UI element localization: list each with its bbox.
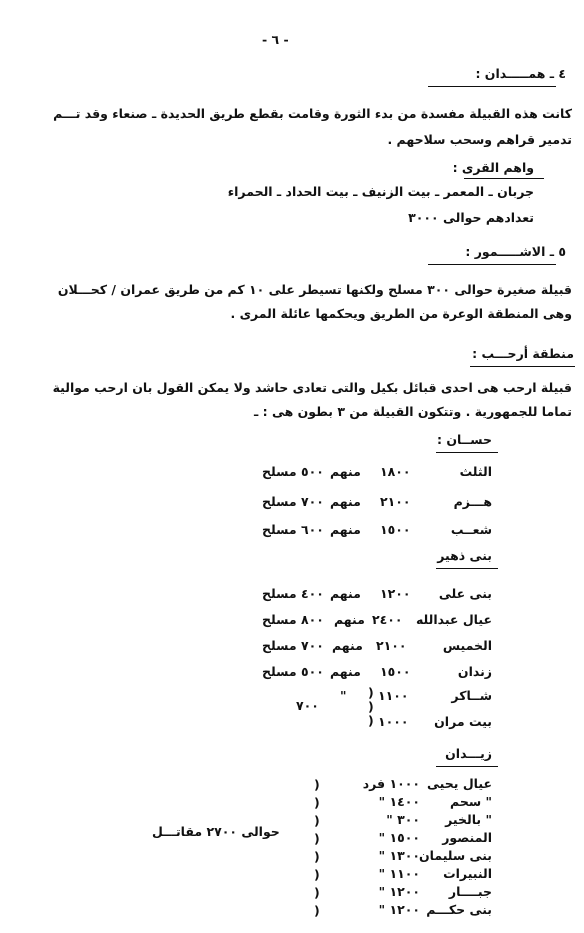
table-row-armed: ٥٠٠ مسلح — [262, 664, 324, 679]
hamdan-count: تعدادهم حوالى ٣٠٠٠ — [408, 210, 534, 225]
hamdan-line-2: تدمير قراهم وسحب سلاحهم . — [387, 132, 572, 147]
table-row-name: هـــزم — [453, 494, 492, 509]
zaidan-row-name: عيال يحيى — [427, 776, 492, 791]
zaidan-row-name: المنصور — [442, 830, 492, 845]
hamdan-villages: جربان ـ المعمر ـ بيت الزنيف ـ بيت الحداد ـ الحمراء — [227, 184, 534, 199]
bait-maran-count: ١٠٠٠ — [378, 714, 409, 729]
ashmur-heading: ٥ ـ الاشـــــمور : — [465, 244, 566, 259]
table-row-count: ٢١٠٠ — [380, 494, 411, 509]
table-row-count: ١٨٠٠ — [380, 464, 411, 479]
table-row-count: ٢١٠٠ — [376, 638, 407, 653]
table-row-of-them: منهم — [330, 494, 361, 509]
table-row-armed: ٧٠٠ مسلح — [262, 638, 324, 653]
zaidan-bracket: ) ) ) ) ) ) ) ) — [314, 777, 320, 918]
page-number: - ٦ - — [262, 32, 289, 47]
ashmur-heading-underline — [428, 264, 556, 265]
shakir-ditto: " — [340, 688, 347, 703]
table-row-name: شعــب — [450, 522, 492, 537]
table-row-of-them: منهم — [330, 464, 361, 479]
arhab-heading: منطقة أرحـــب : — [472, 346, 574, 361]
table-row-name: زندان — [457, 664, 492, 679]
zaidan-row-count: ٣٠٠ " — [386, 812, 420, 827]
zaidan-row-name: النبيرات — [443, 866, 492, 881]
table-row-of-them: منهم — [332, 638, 363, 653]
zaidan-title: زيـــدان — [445, 746, 492, 761]
ashmur-line-2: وهى المنطقة الوعرة من الطريق ويحكمها عائلة المرى . — [230, 306, 572, 321]
zaidan-row-count: ١١٠٠ " — [378, 866, 420, 881]
zaidan-row-name: بنى سليمان — [418, 848, 492, 863]
table-row-of-them: منهم — [330, 664, 361, 679]
table-row-armed: ٧٠٠ مسلح — [262, 494, 324, 509]
hamdan-line-1: كانت هذه القبيلة مفسدة من بدء الثورة وقامت بقطع طريق الحديدة ـ صنعاء وقد تـــم — [53, 106, 572, 121]
shakir-armed: ٧٠٠ — [296, 698, 319, 713]
hamdan-heading-underline — [428, 86, 556, 87]
table-row-armed: ٨٠٠ مسلح — [262, 612, 324, 627]
table-row-count: ١٥٠٠ — [380, 522, 411, 537]
table-row-armed: ٦٠٠ مسلح — [262, 522, 324, 537]
zaidan-total: حوالى ٢٧٠٠ مقاتـــل — [152, 824, 280, 839]
hassan-title-underline — [436, 452, 498, 453]
table-row-count: ٢٤٠٠ — [372, 612, 403, 627]
zaidan-row-count: ١٣٠٠ " — [378, 848, 420, 863]
zaidan-row-count: ١٤٠٠ " — [378, 794, 420, 809]
zaidan-row-name: جبــــار — [448, 884, 492, 899]
shakir-count: ١١٠٠ — [378, 688, 409, 703]
bracket-paren: ) ) ) — [368, 685, 374, 728]
bani-zuhair-title: بنى ذهير — [437, 548, 492, 563]
arhab-heading-underline — [470, 366, 575, 367]
hamdan-heading: ٤ ـ همـــــدان : — [475, 66, 566, 81]
table-row-name: الثلث — [459, 464, 492, 479]
zaidan-row-name: " بالخير — [445, 812, 492, 827]
zaidan-row-count: ١٢٠٠ " — [378, 902, 420, 917]
zaidan-row-name: " سحم — [450, 794, 492, 809]
table-row-count: ١٢٠٠ — [380, 586, 411, 601]
ashmur-line-1: قبيلة صغيرة حوالى ٣٠٠ مسلح ولكنها تسيطر على ١٠ كم من طريق عمران / كحـــلان — [57, 282, 572, 297]
shakir-name: شــاكر — [451, 688, 492, 703]
villages-title-underline — [464, 178, 544, 179]
zaidan-row-count: ١٢٠٠ " — [378, 884, 420, 899]
table-row-of-them: منهم — [330, 522, 361, 537]
arhab-line-1: قبيلة ارحب هى احدى قبائل بكيل والتى تعادى حاشد ولا يمكن القول بان ارحب موالية — [52, 380, 572, 395]
table-row-name: الخميس — [442, 638, 492, 653]
zaidan-title-underline — [436, 766, 498, 767]
bait-maran-name: بيت مران — [434, 714, 492, 729]
zaidan-row-count: ١٠٠٠ فرد — [362, 776, 420, 791]
table-row-of-them: منهم — [330, 586, 361, 601]
table-row-armed: ٤٠٠ مسلح — [262, 586, 324, 601]
hamdan-villages-title: واهم القرى : — [452, 160, 534, 175]
table-row-name: بنى على — [438, 586, 492, 601]
table-row-armed: ٥٠٠ مسلح — [262, 464, 324, 479]
zaidan-row-name: بنى حكـــم — [426, 902, 492, 917]
table-row-name: عيال عبدالله — [415, 612, 492, 627]
zaidan-row-count: ١٥٠٠ " — [378, 830, 420, 845]
hassan-title: حســان : — [437, 432, 492, 447]
bani-zuhair-title-underline — [436, 568, 498, 569]
table-row-count: ١٥٠٠ — [380, 664, 411, 679]
arhab-line-2: تماما للجمهورية . وتتكون القبيلة من ٣ بطون هى : ـ — [253, 404, 572, 419]
table-row-of-them: منهم — [334, 612, 365, 627]
